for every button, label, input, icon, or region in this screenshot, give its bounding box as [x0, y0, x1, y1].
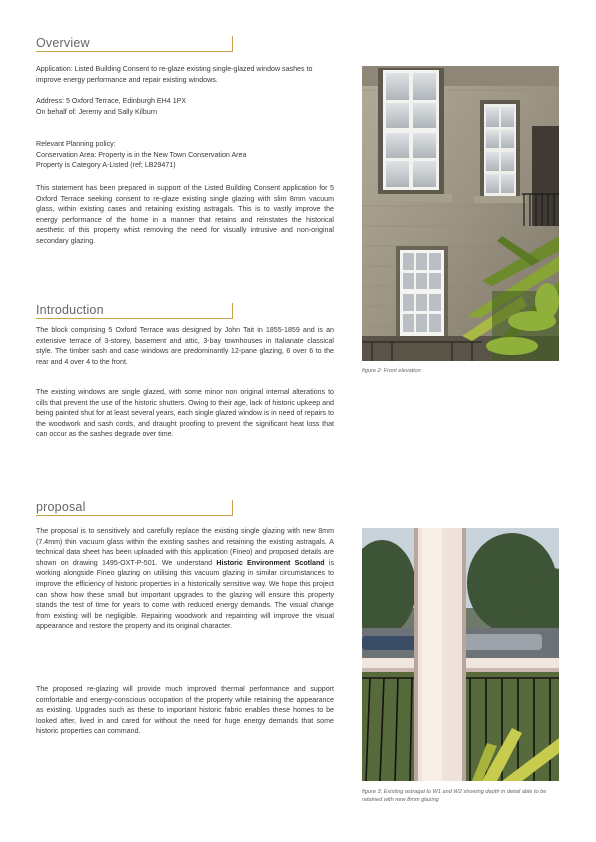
behalf-line: On behalf of: Jeremy and Sally Kilburn	[36, 107, 158, 116]
policy-line-2: Property is Category A-Listed (ref; LB29471)	[36, 161, 176, 170]
introduction-para-2: The existing windows are single glazed, with some minor non original internal alterations to cills that prevent the use of the historic shutters. Owing to their age, lack of historic upkeep and being painted shut for at least several years, each single glazed window is in need of repairs to the woodwork and sash cords, and draught proofing to prevent the significant heat loss that can occur as the sashes degrade over time.	[36, 388, 334, 439]
policy-title: Relevant Planning policy:	[36, 140, 116, 148]
hes-name: Historic Environment Scotland	[216, 558, 325, 567]
address-block	[36, 96, 334, 117]
proposal-para-1-start: The proposal is to sensitively and carefully replace the existing single glazing with new 8mm (7.4mm) thin vacuum glass within the existing sashes and retaining the existing astragals. A technical data sheet has been uploaded with this application (Fineo) and proposed details are shown on drawing 1495-OXT-P-501. We understand	[36, 527, 334, 567]
introduction-heading: Introduction	[36, 303, 233, 319]
proposal-para-1-end: is working alongside Fineo glazing on utilising this vacuum glazing in similar circumstances to improve the efficiency of historic properties in a historically sensitive way. We hope this project can show how these small but important upgrades to the glazing will ensure this property stands the test of time for years to come with reduced energy demands. The visual change from existing will be negligible. Repairing woodwork and repainting will improve the visual appearance and restore the property and its original character.	[36, 558, 335, 631]
policy-block	[36, 139, 334, 171]
front-elevation-photo	[362, 66, 559, 361]
figure-3-caption: figure 3: Existing astragal to W1 and W2 showing depth in detail able to be retained with new 8mm glazing	[362, 789, 547, 803]
proposal-para-1	[36, 526, 334, 632]
proposal-para-2: The proposed re-glazing will provide much improved thermal performance and support comfortable and energy-conscious occupation of the property while retaining the appearance as existing. Upgrades such as these to important historic fabric enables these homes to be looked after, lived in and cared for without the need for huge energy demands that some historic properties can command.	[36, 685, 334, 736]
address-line: Address: 5 Oxford Terrace, Edinburgh EH4 1PX	[36, 97, 187, 105]
policy-line-1: Conservation Area: Property is in the New Town Conservation Area	[36, 150, 247, 159]
figure-2-caption: figure 2: Front elevation	[362, 368, 421, 374]
statement-text: This statement has been prepared in support of the Listed Building Consent application for 5 Oxford Terrace seeking consent to re-glaze existing single glazing with slim 8mm vacuum glass, within existing cases and retaining existing astragals. This is to vastly improve the energy performance of the home in a manner that retains and reinstates the historical aesthetic of this property whist removing the need for visually intrusive and non-original secondary glazing.	[36, 184, 334, 245]
astragal-photo	[362, 528, 559, 781]
overview-heading: Overview	[36, 36, 233, 52]
proposal-heading: proposal	[36, 500, 233, 516]
introduction-para-1: The block comprising 5 Oxford Terrace was designed by John Tait in 1855-1859 and is an extensive terrace of 3-storey, basement and attic, 3-bay townhouses in Italianate classical style. The timber sash and case windows are predominantly 12-pane glazing, 6 over 6 to the rear and 4 over 4 to the front.	[36, 326, 334, 366]
application-text: Application: Listed Building Consent to re-glaze existing single-glazed window sashes to improve energy performance and repair existing windows.	[36, 65, 313, 84]
